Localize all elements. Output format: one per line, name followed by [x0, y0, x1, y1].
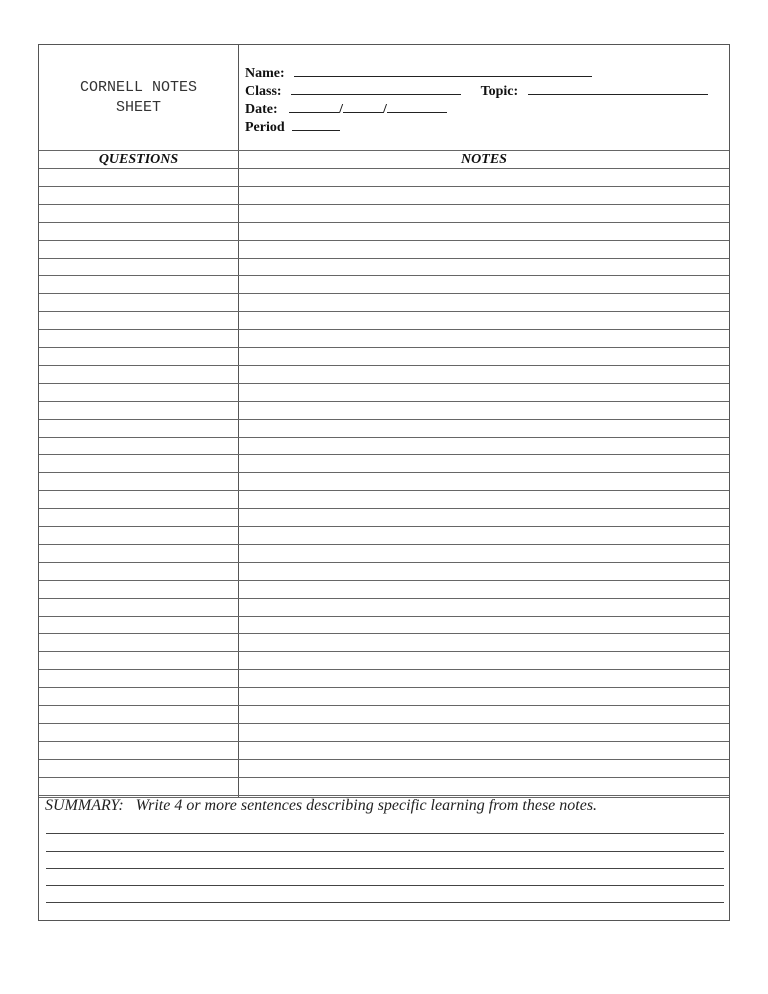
note-line	[39, 258, 729, 259]
note-line	[39, 293, 729, 294]
note-line	[39, 240, 729, 241]
summary-text	[45, 797, 597, 815]
date-month-field[interactable]	[289, 100, 339, 113]
note-line	[39, 168, 729, 169]
note-line	[39, 401, 729, 402]
note-line	[39, 365, 729, 366]
notes-header: NOTES	[461, 152, 507, 167]
date-day-field[interactable]	[343, 100, 383, 113]
note-line	[39, 490, 729, 491]
note-line	[39, 311, 729, 312]
column-divider	[238, 45, 239, 797]
date-separator-2: /	[383, 102, 387, 117]
class-label: Class:	[245, 84, 282, 99]
note-line	[39, 598, 729, 599]
note-line	[39, 437, 729, 438]
note-line	[39, 347, 729, 348]
note-line	[39, 508, 729, 509]
note-line	[39, 777, 729, 778]
period-field[interactable]	[292, 118, 340, 131]
title-line-1: CORNELL NOTES	[79, 78, 198, 96]
note-line	[39, 472, 729, 473]
class-row	[245, 82, 708, 99]
note-line	[39, 651, 729, 652]
title-line-2: SHEET	[115, 98, 161, 116]
note-line	[39, 419, 729, 420]
name-label: Name:	[245, 66, 285, 81]
note-line	[39, 204, 729, 205]
summary-line[interactable]	[46, 833, 724, 834]
note-line	[39, 705, 729, 706]
note-line	[39, 544, 729, 545]
summary-line[interactable]	[46, 851, 724, 852]
note-line	[39, 616, 729, 617]
period-label: Period	[245, 120, 285, 135]
note-line	[39, 329, 729, 330]
class-field[interactable]	[291, 82, 461, 95]
note-line	[39, 795, 729, 796]
note-line	[39, 383, 729, 384]
questions-header: QUESTIONS	[98, 152, 179, 167]
name-row	[245, 64, 592, 81]
summary-line[interactable]	[46, 868, 724, 869]
cornell-notes-sheet	[38, 44, 730, 921]
note-line	[39, 580, 729, 581]
note-line	[39, 687, 729, 688]
note-line	[39, 669, 729, 670]
topic-field[interactable]	[528, 82, 708, 95]
sheet-title	[39, 45, 238, 150]
note-line	[39, 633, 729, 634]
note-line	[39, 741, 729, 742]
note-line	[39, 562, 729, 563]
note-line	[39, 759, 729, 760]
name-field[interactable]	[294, 64, 592, 77]
period-row	[245, 118, 340, 135]
summary-label: SUMMARY:	[45, 797, 124, 814]
note-line	[39, 723, 729, 724]
note-line	[39, 526, 729, 527]
summary-line[interactable]	[46, 885, 724, 886]
note-line	[39, 275, 729, 276]
date-separator-1: /	[339, 102, 344, 117]
note-line	[39, 454, 729, 455]
topic-label: Topic:	[480, 84, 519, 99]
date-row	[245, 100, 447, 117]
date-label: Date:	[245, 102, 278, 117]
date-year-field[interactable]	[387, 100, 447, 113]
summary-instruction: Write 4 or more sentences describing specific learning from these notes.	[135, 797, 598, 814]
note-line	[39, 222, 729, 223]
summary-line[interactable]	[46, 902, 724, 903]
note-line	[39, 186, 729, 187]
header-bottom-line	[39, 150, 729, 151]
